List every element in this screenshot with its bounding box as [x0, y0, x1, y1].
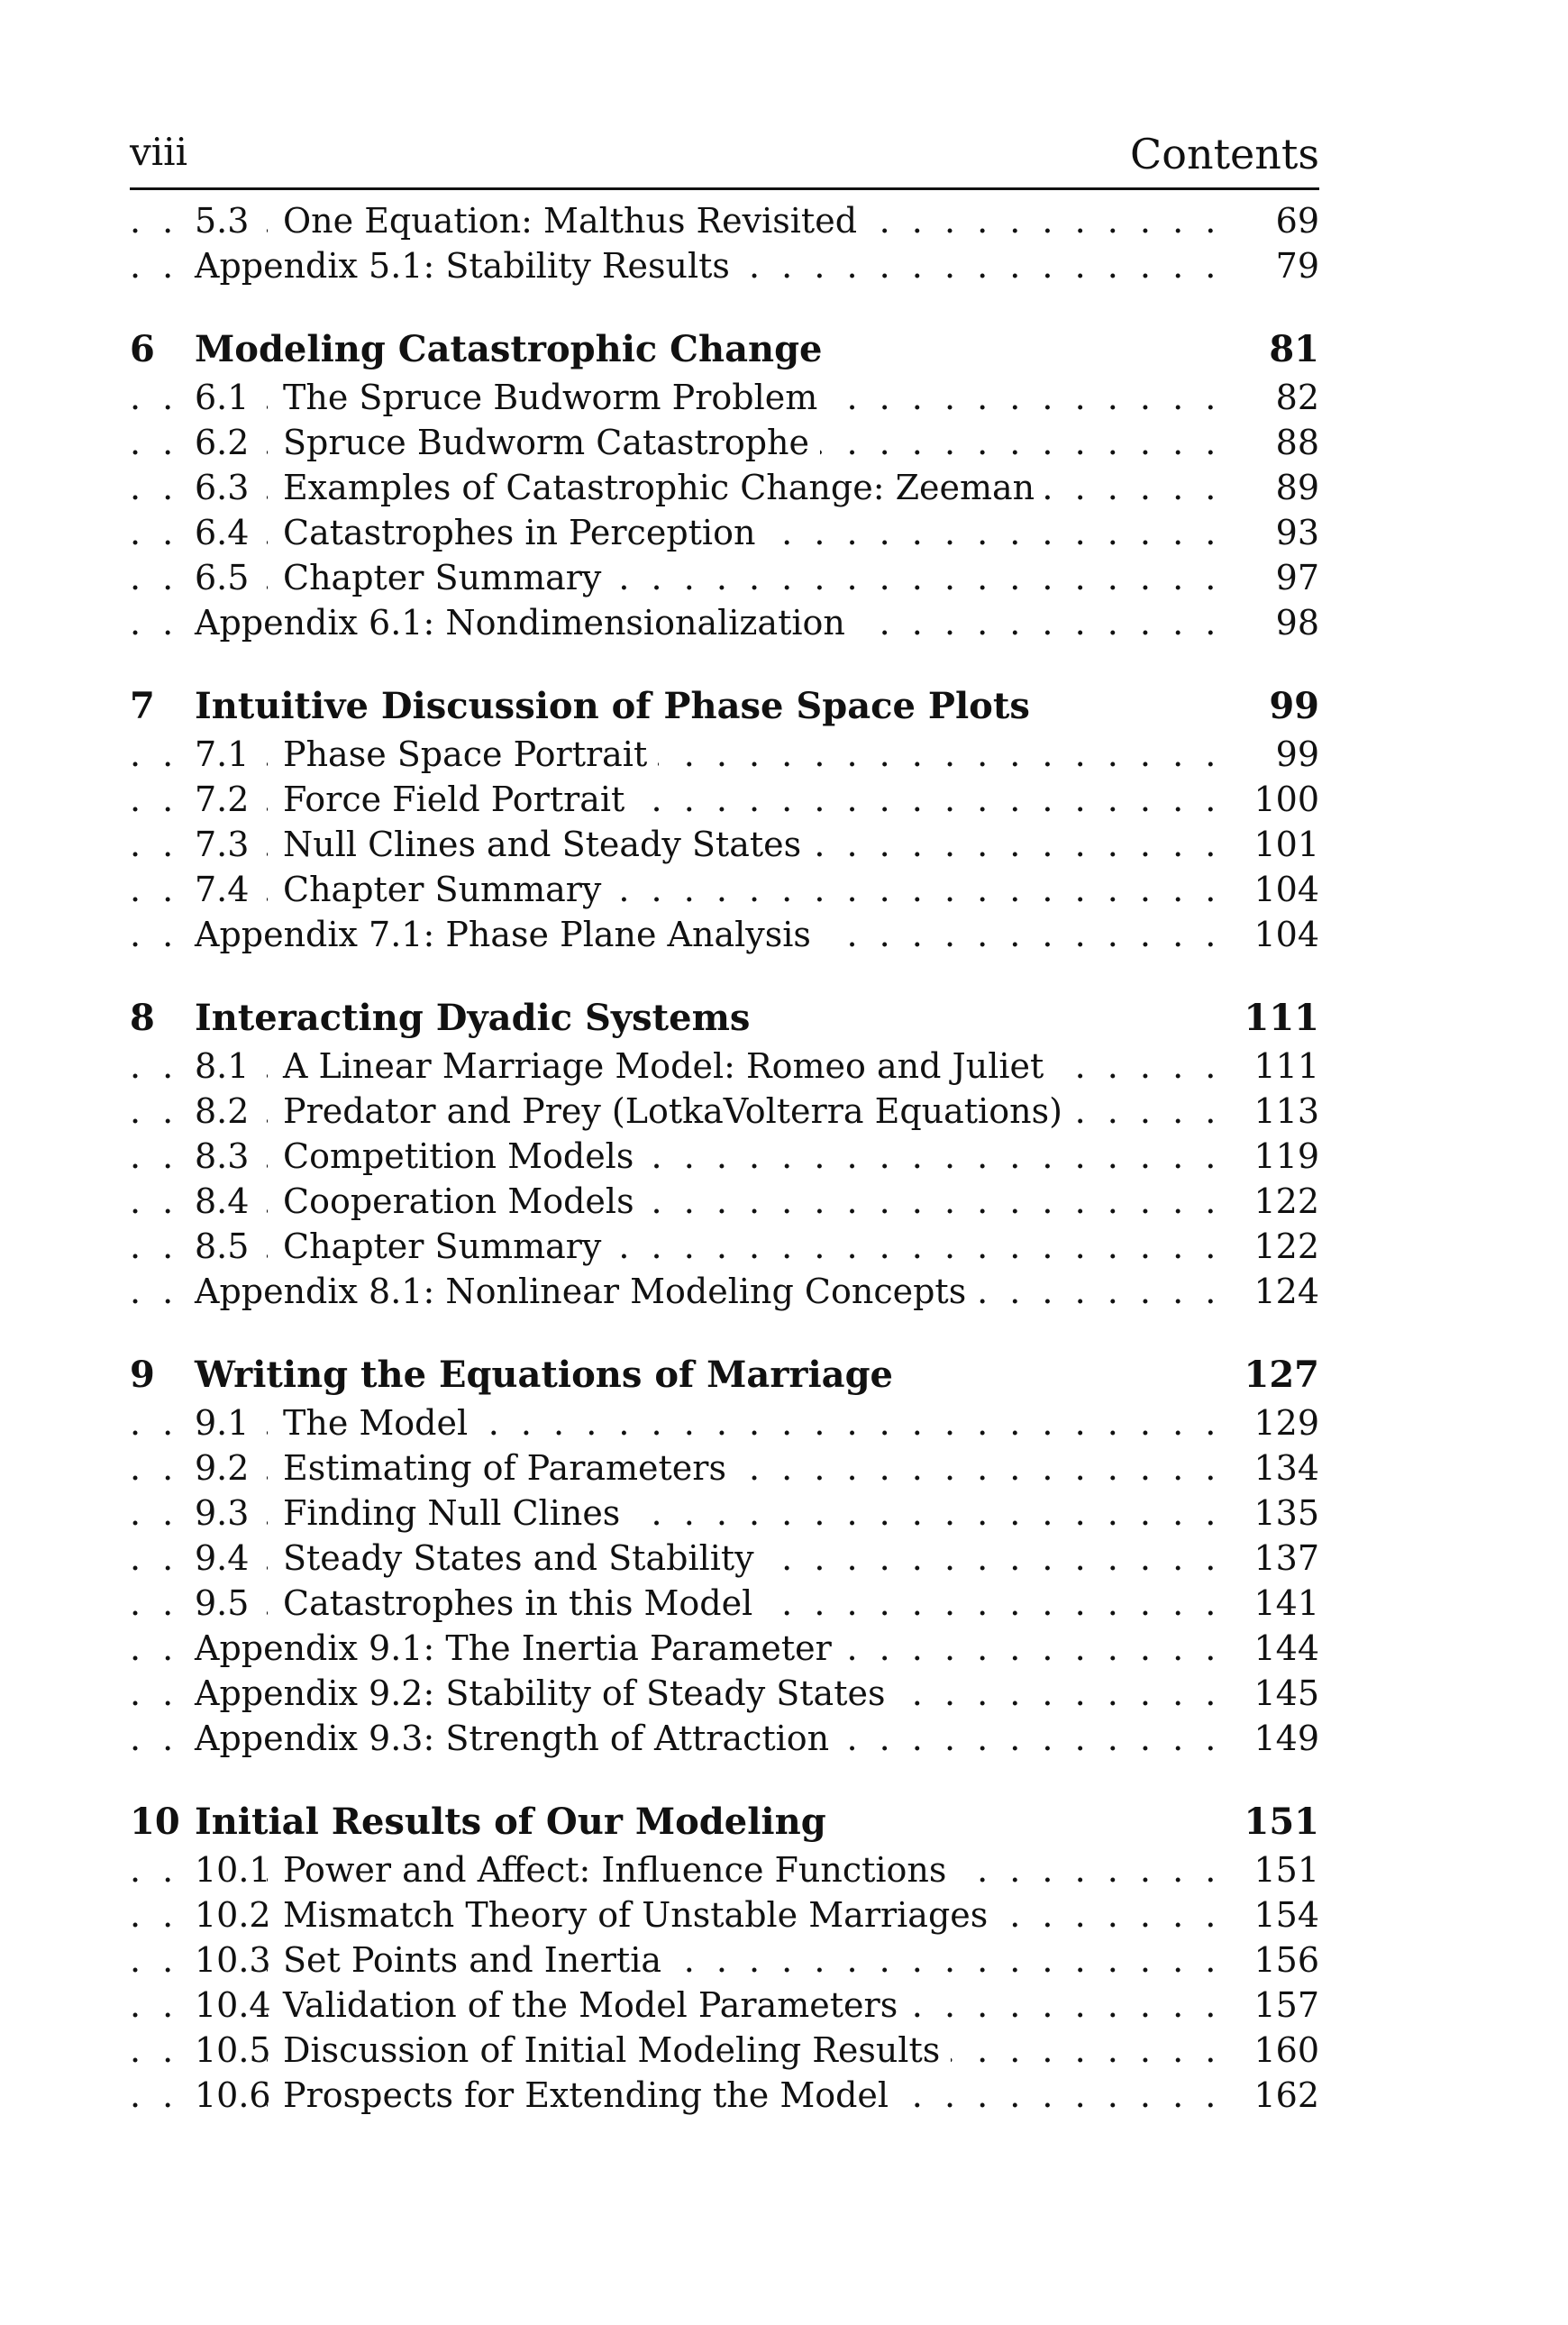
page-number: 122	[1238, 1224, 1319, 1269]
toc-section[interactable]	[130, 375, 1319, 420]
page-number: 122	[1238, 1179, 1319, 1224]
chapter-title: Writing the Equations of Marriage	[195, 1354, 893, 1396]
page-number: 134	[1238, 1445, 1319, 1491]
page-number: 151	[1238, 1847, 1319, 1892]
appendix-title: Appendix 7.1: Phase Plane Analysis	[195, 912, 822, 957]
section-title: Discussion of Initial Modeling Results	[283, 2028, 951, 2073]
toc-section[interactable]	[130, 822, 1319, 867]
toc-section[interactable]	[130, 1581, 1319, 1626]
section-number: 10.2	[195, 1892, 267, 1938]
section-number: 8.4	[195, 1179, 267, 1224]
section-number: 6.1	[195, 375, 267, 420]
section-title: The Model	[283, 1400, 479, 1445]
page-number: 97	[1238, 555, 1319, 600]
section-title: Mismatch Theory of Unstable Marriages	[283, 1892, 998, 1938]
toc-section[interactable]	[130, 2028, 1319, 2073]
page-number: 124	[1238, 1269, 1319, 1314]
toc-section[interactable]	[130, 510, 1319, 555]
page-number: 129	[1238, 1400, 1319, 1445]
appendix-title: Appendix 8.1: Nonlinear Modeling Concepts	[195, 1269, 977, 1314]
section-number: 7.4	[195, 867, 267, 912]
page-number: 127	[1238, 1350, 1319, 1400]
chapter-number: 6	[130, 328, 155, 370]
section-number: 10.6	[195, 2073, 267, 2118]
section-title: Steady States and Stability	[283, 1536, 765, 1581]
page-number: 145	[1238, 1671, 1319, 1716]
section-title: Predator and Prey (LotkaVolterra Equations)	[283, 1089, 1073, 1134]
page-number: 99	[1238, 681, 1319, 732]
toc-appendix[interactable]	[130, 1626, 1319, 1671]
chapter-number: 7	[130, 685, 155, 727]
page-number: 81	[1238, 324, 1319, 375]
section-number: 9.4	[195, 1536, 267, 1581]
section-number: 7.1	[195, 732, 267, 777]
toc-section[interactable]	[130, 2073, 1319, 2118]
page-number: 111	[1238, 1044, 1319, 1089]
page-number: 137	[1238, 1536, 1319, 1581]
toc-chapter-6[interactable]	[130, 324, 1319, 375]
page-number: 151	[1238, 1797, 1319, 1847]
toc-appendix[interactable]	[130, 1671, 1319, 1716]
section-number: 7.3	[195, 822, 267, 867]
appendix-title: Appendix 9.2: Stability of Steady States	[195, 1671, 896, 1716]
page-number: 157	[1238, 1983, 1319, 2028]
section-title: Prospects for Extending the Model	[283, 2073, 899, 2118]
section-title: Competition Models	[283, 1134, 644, 1179]
page-number: 69	[1238, 198, 1319, 243]
appendix-title: Appendix 9.1: The Inertia Parameter	[195, 1626, 843, 1671]
toc-section[interactable]	[130, 1983, 1319, 2028]
page-number: 141	[1238, 1581, 1319, 1626]
section-title: Cooperation Models	[283, 1179, 645, 1224]
section-title: Finding Null Clines	[283, 1491, 631, 1536]
section-number: 10.5	[195, 2028, 267, 2073]
page-number: 135	[1238, 1491, 1319, 1536]
toc-section[interactable]	[130, 1400, 1319, 1445]
page-number: 98	[1238, 600, 1319, 645]
section-title: Chapter Summary	[283, 867, 612, 912]
running-title: Contents	[1130, 130, 1319, 178]
toc-appendix[interactable]	[130, 912, 1319, 957]
section-title: One Equation: Malthus Revisited	[283, 198, 868, 243]
chapter-title: Interacting Dyadic Systems	[195, 997, 751, 1039]
page-number: 154	[1238, 1892, 1319, 1938]
section-title: Force Field Portrait	[283, 777, 635, 822]
page-number: 93	[1238, 510, 1319, 555]
page-number: 101	[1238, 822, 1319, 867]
section-title: Chapter Summary	[283, 555, 612, 600]
section-number: 7.2	[195, 777, 267, 822]
toc-section[interactable]	[130, 1892, 1319, 1938]
toc-section[interactable]	[130, 198, 1319, 243]
toc-section[interactable]	[130, 1491, 1319, 1536]
toc-section[interactable]	[130, 1134, 1319, 1179]
section-number: 5.3	[195, 198, 267, 243]
section-title: Spruce Budworm Catastrophe	[283, 420, 820, 465]
section-title: Set Points and Inertia	[283, 1938, 672, 1983]
section-title: A Linear Marriage Model: Romeo and Juliet	[283, 1044, 1054, 1089]
page-number: 160	[1238, 2028, 1319, 2073]
page-number: 144	[1238, 1626, 1319, 1671]
section-title: Estimating of Parameters	[283, 1445, 737, 1491]
toc-section[interactable]	[130, 1445, 1319, 1491]
appendix-title: Appendix 9.3: Strength of Attraction	[195, 1716, 840, 1761]
section-title: Catastrophes in Perception	[283, 510, 766, 555]
page-number: 156	[1238, 1938, 1319, 1983]
toc-chapter-10[interactable]	[130, 1797, 1319, 1847]
chapter-title: Modeling Catastrophic Change	[195, 328, 823, 370]
page-number: 89	[1238, 465, 1319, 510]
section-number: 8.2	[195, 1089, 267, 1134]
toc-appendix[interactable]	[130, 1269, 1319, 1314]
toc-section[interactable]	[130, 465, 1319, 510]
toc-section[interactable]	[130, 1536, 1319, 1581]
chapter-title: Initial Results of Our Modeling	[195, 1801, 826, 1843]
section-title: Examples of Catastrophic Change: Zeeman	[283, 465, 1045, 510]
page-number: 79	[1238, 243, 1319, 288]
section-title: Phase Space Portrait	[283, 732, 658, 777]
section-title: The Spruce Budworm Problem	[283, 375, 828, 420]
chapter-title: Intuitive Discussion of Phase Space Plots	[195, 685, 1030, 727]
appendix-title: Appendix 5.1: Stability Results	[195, 243, 741, 288]
toc-chapter-8[interactable]	[130, 993, 1319, 1044]
page-number: 149	[1238, 1716, 1319, 1761]
toc-section[interactable]	[130, 555, 1319, 600]
toc-section[interactable]	[130, 1044, 1319, 1089]
page-number: 88	[1238, 420, 1319, 465]
section-number: 10.4	[195, 1983, 267, 2028]
section-number: 8.3	[195, 1134, 267, 1179]
page-number: 104	[1238, 867, 1319, 912]
chapter-number: 9	[130, 1354, 155, 1396]
toc-section[interactable]	[130, 420, 1319, 465]
section-number: 8.5	[195, 1224, 267, 1269]
toc-section[interactable]	[130, 1179, 1319, 1224]
toc-appendix[interactable]	[130, 600, 1319, 645]
section-number: 6.4	[195, 510, 267, 555]
toc-chapter-7[interactable]	[130, 681, 1319, 732]
section-title: Validation of the Model Parameters	[283, 1983, 908, 2028]
section-number: 6.2	[195, 420, 267, 465]
chapter-number: 8	[130, 997, 155, 1039]
chapter-number: 10	[130, 1801, 180, 1843]
page-number: 99	[1238, 732, 1319, 777]
section-number: 9.3	[195, 1491, 267, 1536]
toc-section[interactable]	[130, 1938, 1319, 1983]
page-number: 82	[1238, 375, 1319, 420]
toc-section[interactable]	[130, 777, 1319, 822]
section-title: Catastrophes in this Model	[283, 1581, 763, 1626]
toc-section[interactable]	[130, 1847, 1319, 1892]
section-number: 6.3	[195, 465, 267, 510]
toc-section[interactable]	[130, 867, 1319, 912]
page-number: 113	[1238, 1089, 1319, 1134]
section-number: 8.1	[195, 1044, 267, 1089]
toc-section[interactable]	[130, 732, 1319, 777]
page-number: 111	[1238, 993, 1319, 1044]
page-number: 162	[1238, 2073, 1319, 2118]
section-number: 9.5	[195, 1581, 267, 1626]
section-number: 6.5	[195, 555, 267, 600]
section-number: 10.1	[195, 1847, 267, 1892]
page-number: 119	[1238, 1134, 1319, 1179]
toc-appendix[interactable]	[130, 1716, 1319, 1761]
running-head	[130, 124, 1319, 190]
section-title: Null Clines and Steady States	[283, 822, 812, 867]
section-title: Chapter Summary	[283, 1224, 612, 1269]
table-of-contents	[130, 198, 1319, 2118]
section-number: 9.1	[195, 1400, 267, 1445]
page-number: 100	[1238, 777, 1319, 822]
toc-chapter-9[interactable]	[130, 1350, 1319, 1400]
section-number: 9.2	[195, 1445, 267, 1491]
toc-section[interactable]	[130, 1224, 1319, 1269]
appendix-title: Appendix 6.1: Nondimensionalization	[195, 600, 856, 645]
page-number: 104	[1238, 912, 1319, 957]
page-folio: viii	[130, 130, 188, 174]
toc-appendix[interactable]	[130, 243, 1319, 288]
section-number: 10.3	[195, 1938, 267, 1983]
section-title: Power and Affect: Influence Functions	[283, 1847, 957, 1892]
toc-section[interactable]	[130, 1089, 1319, 1134]
